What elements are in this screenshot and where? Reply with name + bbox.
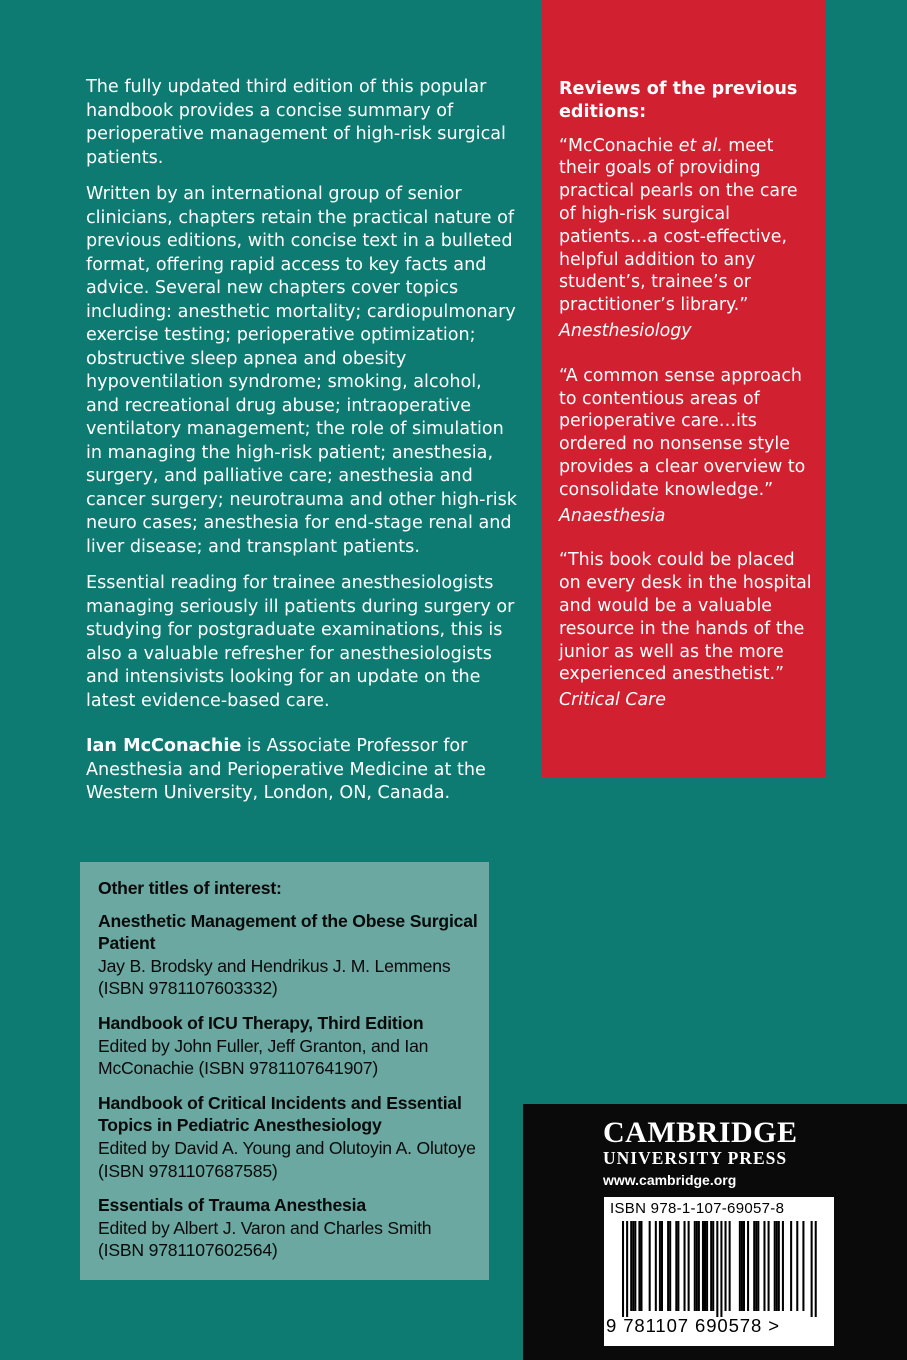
barcode-bar xyxy=(802,1221,804,1311)
barcode-bar xyxy=(667,1221,669,1311)
related-title-details: Jay B. Brodsky and Hendrikus J. M. Lemmens (ISBN 9781107603332) xyxy=(98,955,451,999)
barcode-bar xyxy=(755,1221,757,1311)
barcode-bar xyxy=(712,1221,714,1311)
barcode-bar xyxy=(747,1221,749,1311)
review-quote: “This book could be placed on every desk in the hospital and would be a valuable resource in the hands of the junior as well as the more experienced anesthetist.” xyxy=(559,550,812,685)
barcode-bar xyxy=(741,1221,743,1311)
barcode-bar xyxy=(720,1221,722,1317)
barcode-bar xyxy=(704,1221,706,1311)
barcode-bar xyxy=(729,1221,731,1311)
review-quote-italic: et al. xyxy=(678,135,723,156)
barcode-bar xyxy=(757,1221,759,1311)
barcode-bar xyxy=(778,1221,780,1311)
list-item xyxy=(98,910,479,1000)
review-1 xyxy=(559,135,812,343)
list-item xyxy=(98,1012,479,1080)
other-titles-heading: Other titles of interest: xyxy=(98,878,282,898)
barcode-bar xyxy=(815,1221,817,1317)
barcode-bar xyxy=(661,1221,663,1311)
publisher-name: CAMBRIDGE xyxy=(603,1116,798,1149)
author-bio-text: is Associate Professor for Anesthesia and Perioperative Medicine at the Western University, London, ON, Canada. xyxy=(86,736,486,803)
barcode-bar xyxy=(716,1221,718,1317)
review-source: Anaesthesia xyxy=(559,505,666,526)
barcode-bar xyxy=(774,1221,776,1311)
related-title-details: Edited by Albert J. Varon and Charles Smith (ISBN 9781107602564) xyxy=(98,1217,432,1261)
list-item xyxy=(98,1194,479,1262)
barcode-bar xyxy=(702,1221,704,1311)
barcode-bar xyxy=(706,1221,708,1311)
barcode-bar xyxy=(655,1221,657,1311)
review-3 xyxy=(559,549,812,712)
barcode xyxy=(604,1197,834,1346)
review-quote-text: meet their goals of providing practical pearls on the care of high-risk surgical patients…a cost-effective, helpful addition to any student’s, trainee’s or practitioner’s library.” xyxy=(559,135,798,316)
review-quote: “A common sense approach to contentious areas of perioperative care…its ordered no nonsense style provides a clear overview to consolidate knowledge.” xyxy=(559,365,806,500)
review-quote-text: “McConachie xyxy=(559,135,679,156)
author-bio xyxy=(86,735,518,806)
barcode-digits: 9 781107 690578 > xyxy=(606,1315,780,1336)
book-description xyxy=(86,76,518,819)
publisher-url: www.cambridge.org xyxy=(603,1172,737,1188)
barcode-bar xyxy=(688,1221,690,1311)
barcode-bar xyxy=(677,1221,679,1311)
list-item xyxy=(98,1092,479,1182)
related-title: Handbook of Critical Incidents and Essential Topics in Pediatric Anesthesiology xyxy=(98,1092,462,1136)
review-2 xyxy=(559,365,812,528)
review-source: Anesthesiology xyxy=(559,320,692,341)
barcode-bar xyxy=(640,1221,642,1311)
barcode-bar xyxy=(710,1221,712,1311)
description-paragraph-3: Essential reading for trainee anesthesiologists managing seriously ill patients during surgery or studying for postgraduate examinations, this is also a valuable refresher for anesthesiologists and intensivists looking for an update on the latest evidence-based care. xyxy=(86,573,515,711)
reviews-panel xyxy=(541,0,826,777)
barcode-bar xyxy=(739,1221,741,1311)
reviews-heading: Reviews of the previous editions: xyxy=(559,79,798,122)
barcode-bar xyxy=(811,1221,813,1317)
isbn-label: ISBN 978-1-107-69057-8 xyxy=(610,1200,785,1217)
related-title-details: Edited by David A. Young and Olutoyin A. Olutoye (ISBN 9781107687585) xyxy=(98,1137,476,1181)
barcode-bar xyxy=(632,1221,634,1311)
barcode-bar xyxy=(776,1221,778,1311)
barcode-bar xyxy=(698,1221,700,1311)
description-paragraph-1: The fully updated third edition of this popular handbook provides a concise summary of perioperative management of high-risk surgical patients. xyxy=(86,77,506,168)
publisher-subtitle: UNIVERSITY PRESS xyxy=(603,1148,788,1168)
barcode-bar xyxy=(630,1221,632,1311)
related-title: Anesthetic Management of the Obese Surgical Patient xyxy=(98,910,478,954)
barcode-bar xyxy=(634,1221,636,1311)
author-name: Ian McConachie xyxy=(86,736,242,756)
related-title-details: Edited by John Fuller, Jeff Granton, and Ian McConachie (ISBN 9781107641907) xyxy=(98,1035,429,1079)
barcode-bar xyxy=(743,1221,745,1311)
related-title: Essentials of Trauma Anesthesia xyxy=(98,1195,366,1216)
review-quote xyxy=(559,135,812,317)
barcode-bar xyxy=(725,1221,727,1311)
barcode-bar xyxy=(626,1221,628,1317)
barcode-bar xyxy=(622,1221,624,1317)
barcode-bar xyxy=(753,1221,755,1311)
barcode-bar xyxy=(684,1221,686,1311)
barcode-bar xyxy=(675,1221,677,1311)
barcode-bar xyxy=(782,1221,784,1311)
barcode-bar xyxy=(669,1221,671,1311)
barcode-bar xyxy=(768,1221,770,1311)
review-source: Critical Care xyxy=(559,690,667,711)
barcode-bar xyxy=(694,1221,696,1311)
barcode-bar xyxy=(790,1221,792,1311)
related-title: Handbook of ICU Therapy, Third Edition xyxy=(98,1012,424,1033)
barcode-bar xyxy=(659,1221,661,1311)
barcode-bar xyxy=(649,1221,651,1311)
barcode-bar xyxy=(696,1221,698,1311)
publisher-block xyxy=(523,1104,907,1360)
barcode-bar xyxy=(763,1221,765,1311)
barcode-bar xyxy=(796,1221,798,1311)
description-paragraph-2: Written by an international group of senior clinicians, chapters retain the practical nature of previous editions, with concise text in a bulleted format, offering rapid access to key facts and advice. Several new chapters cover topics including: anesthetic mortality; cardiopulmonary exercise testing; perioperative optimization; obstructive sleep apnea and obesity hypoventilation syndrome; smoking, alcohol, and recreational drug abuse; intraoperative ventilatory management; the role of simulation in managing the high-risk patient; anesthesia, surgery, and palliative care; anesthesia and cancer surgery; neurotrauma and other high-risk neuro cases; anesthesia for end-stage renal and liver disease; and transplant patients. xyxy=(86,184,517,557)
other-titles-panel xyxy=(80,862,489,1280)
barcode-bar xyxy=(638,1221,640,1311)
barcode-bars xyxy=(610,1221,828,1317)
